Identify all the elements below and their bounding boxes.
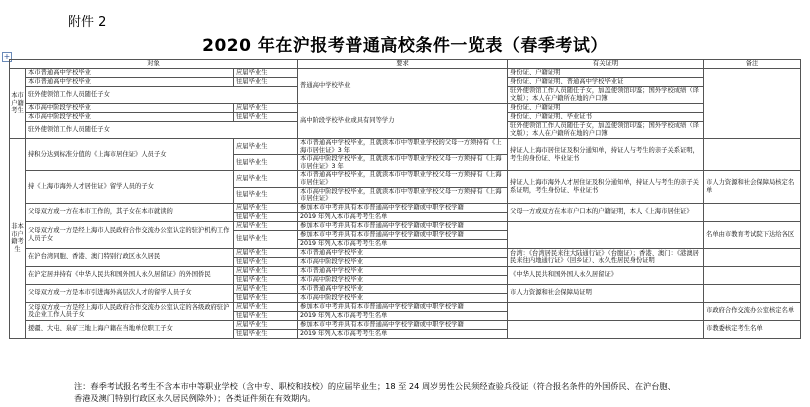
cell-documents: 身份证、户籍证明	[508, 104, 704, 113]
cell-remarks	[704, 69, 801, 139]
cell-documents: 父母一方或双方在本市户口本的户籍证明，本人《上海市居住证》	[508, 203, 704, 221]
cell-object: 父母双方或一方是经上海市人民政府合作交流办公室认定的驻沪机构工作人员子女	[26, 221, 234, 248]
cell-status: 应届毕业生	[234, 69, 298, 78]
cell-status: 往届毕业生	[234, 78, 298, 87]
cell-status: 应届毕业生	[234, 284, 298, 293]
cell-requirement: 本市高中阶段学校毕业	[298, 275, 508, 284]
table-row	[10, 104, 801, 113]
cell-status: 往届毕业生	[234, 311, 298, 320]
header-remarks: 备注	[704, 60, 801, 69]
category-nonlocal: 非本市户籍考生	[10, 139, 26, 339]
cell-object: 驻外使领馆工作人员随任子女	[26, 87, 298, 104]
cell-object: 援疆、大屯、泉矿三地上海户籍在当地单位职工子女	[26, 320, 234, 338]
cell-remarks	[704, 139, 801, 171]
table-row	[10, 203, 801, 212]
cell-object: 在沪定居并持有《中华人民共和国外国人永久居留证》的外国侨民	[26, 266, 234, 284]
table-row	[10, 139, 801, 155]
cell-status: 往届毕业生	[234, 275, 298, 284]
cell-object: 驻外使领馆工作人员随任子女	[26, 122, 298, 139]
table-row	[10, 171, 801, 187]
cell-status: 应届毕业生	[234, 248, 298, 257]
cell-status: 往届毕业生	[234, 230, 298, 248]
cell-requirement: 本市高中阶段学校毕业	[298, 293, 508, 302]
cell-remarks: 市教委核定考生名单	[704, 320, 801, 338]
footnote	[74, 380, 794, 404]
cell-requirement: 本市普通高中学校毕业	[298, 248, 508, 257]
cell-status: 应届毕业生	[234, 104, 298, 113]
cell-status: 应届毕业生	[234, 266, 298, 275]
cell-requirement: 2019 年列入本市高考考生名单	[298, 212, 508, 221]
cell-remarks	[704, 266, 801, 284]
cell-requirement: 本市高中阶段学校毕业，且就读本市中等职业学校父母一方须持有《上海市居住证》3 年	[298, 155, 508, 171]
cell-object: 本市普通高中学校毕业	[26, 69, 234, 78]
cell-documents: 身份证、户籍证明、毕业证书	[508, 113, 704, 122]
category-local: 本市户籍考生	[10, 69, 26, 139]
cell-status: 往届毕业生	[234, 257, 298, 266]
cell-remarks: 市人力资源和社会保障局核定名单	[704, 171, 801, 203]
cell-status: 往届毕业生	[234, 212, 298, 221]
cell-status: 往届毕业生	[234, 187, 298, 203]
cell-documents: 台湾：《台湾居民来往大陆通行证》（台胞证）；香港、澳门：《港澳居民来往内地通行证》（回乡证）、永久性居民身份证明	[508, 248, 704, 266]
cell-requirement: 普通高中学校毕业	[298, 69, 508, 104]
cell-requirement: 参加本市中考并具有本市普通高中学校学籍或中职学校学籍	[298, 302, 508, 311]
table-row	[10, 266, 801, 275]
conditions-table	[9, 59, 801, 339]
cell-status: 应届毕业生	[234, 221, 298, 230]
cell-documents: 身份证、户籍证明	[508, 69, 704, 78]
cell-requirement: 高中阶段学校毕业或具有同等学力	[298, 104, 508, 139]
cell-requirement: 本市普通高中学校毕业	[298, 266, 508, 275]
table-header-row	[10, 60, 801, 69]
cell-object: 持《上海市海外人才居住证》留学人员的子女	[26, 171, 234, 203]
cell-requirement: 2019 年列入本市高考考生名单	[298, 239, 508, 248]
cell-status: 往届毕业生	[234, 155, 298, 171]
table-row	[10, 221, 801, 230]
header-object: 对象	[10, 60, 298, 69]
cell-requirement: 参加本市中考并具有本市普通高中学校学籍或中职学校学籍	[298, 320, 508, 329]
cell-status: 往届毕业生	[234, 113, 298, 122]
cell-status: 应届毕业生	[234, 320, 298, 329]
cell-documents: 驻外使领馆工作人员随任子女，加盖使领馆印鉴；国外学校成绩（译文版）；本人在户籍所在地的户口簿	[508, 87, 704, 104]
cell-object: 父母双方或一方是经上海市人民政府合作交流办公室认定的各级政府驻沪及企业工作人员子女	[26, 302, 234, 320]
cell-remarks: 名单由市教育考试院下达给各区	[704, 221, 801, 248]
cell-documents	[508, 302, 704, 320]
cell-object: 本市高中阶段学校毕业	[26, 104, 234, 113]
page-title: 2020 年在沪报考普通高校条件一览表（春季考试）	[202, 36, 608, 56]
cell-status: 应届毕业生	[234, 139, 298, 155]
cell-object: 持积分达到标准分值的《上海市居住证》人员子女	[26, 139, 234, 171]
cell-requirement: 2019 年列入本市高考考生名单	[298, 311, 508, 320]
cell-object: 本市高中阶段学校毕业	[26, 113, 234, 122]
table-row	[10, 320, 801, 329]
cell-object: 父母双方或一方在本市工作的，其子女在本市就读的	[26, 203, 234, 221]
cell-documents	[508, 221, 704, 248]
footnote-line-2: 香港及澳门特别行政区永久居民例除外）；各类证件须在有效期内。	[74, 393, 316, 403]
cell-object: 父母双方或一方是本市引进海外高层次人才的留学人员子女	[26, 284, 234, 302]
cell-requirement: 参加本市中考并具有本市普通高中学校学籍或中职学校学籍	[298, 221, 508, 230]
table-row	[10, 69, 801, 78]
cell-remarks	[704, 284, 801, 302]
cell-documents: 持证人上海市居住证及积分通知单，持证人与考生的亲子关系证明，考生的身份证、毕业证书	[508, 139, 704, 171]
header-documents: 有关证明	[508, 60, 704, 69]
cell-requirement: 2019 年列入本市高考考生名单	[298, 329, 508, 338]
cell-remarks	[704, 203, 801, 221]
cell-documents: 《中华人民共和国外国人永久居留证》	[508, 266, 704, 284]
table-row	[10, 248, 801, 257]
cell-documents	[508, 320, 704, 338]
cell-object: 在沪台湾同胞、香港、澳门特别行政区永久居民	[26, 248, 234, 266]
cell-documents: 持证人上海市海外人才居住证及积分通知单，持证人与考生的亲子关系证明，考生身份证、毕业证书	[508, 171, 704, 203]
cell-status: 应届毕业生	[234, 203, 298, 212]
cell-status: 应届毕业生	[234, 302, 298, 311]
cell-requirement: 本市普通高中学校毕业	[298, 284, 508, 293]
cell-object: 本市普通高中学校毕业	[26, 78, 234, 87]
cell-remarks: 市政府合作交流办公室核定名单	[704, 302, 801, 320]
footnote-line-1: 注：春季考试报名考生不含本市中等职业学校（含中专、职校和技校）的应届毕业生；18 至 24 周岁男性公民须经查验兵役证（符合报名条件的外国侨民、在沪台胞、	[74, 381, 676, 391]
table-row	[10, 302, 801, 311]
cell-status: 应届毕业生	[234, 171, 298, 187]
cell-status: 往届毕业生	[234, 329, 298, 338]
cell-requirement: 参加本市中考并具有本市普通高中学校学籍或中职学校学籍	[298, 203, 508, 212]
table-move-handle[interactable]: +	[3, 52, 11, 61]
attachment-label: 附件 2	[68, 15, 107, 30]
cell-status: 往届毕业生	[234, 293, 298, 302]
cell-requirement: 参加本市中考并具有本市普通高中学校学籍或中职学校学籍	[298, 230, 508, 239]
cell-remarks	[704, 248, 801, 266]
cell-requirement: 本市高中阶段学校毕业	[298, 257, 508, 266]
cell-requirement: 本市普通高中学校毕业，且就读本市中等职业学校的父母一方须持有《上海市居住证》3 年	[298, 139, 508, 155]
table-row	[10, 284, 801, 293]
cell-requirement: 本市普通高中学校毕业，且就读本市中等职业学校父母一方须持有《上海市居住证》	[298, 171, 508, 187]
cell-documents: 驻外使领馆工作人员随任子女，加盖使领馆印鉴；国外学校成绩（译文版）；本人在户籍所在地的户口簿	[508, 122, 704, 139]
cell-requirement: 本市高中阶段学校毕业，且就读本市中等职业学校父母一方须持有《上海市居住证》	[298, 187, 508, 203]
header-requirement: 要求	[298, 60, 508, 69]
cell-documents: 市人力资源和社会保障局证明	[508, 284, 704, 302]
cell-documents: 身份证、户籍证明、普通高中学校毕业证	[508, 78, 704, 87]
